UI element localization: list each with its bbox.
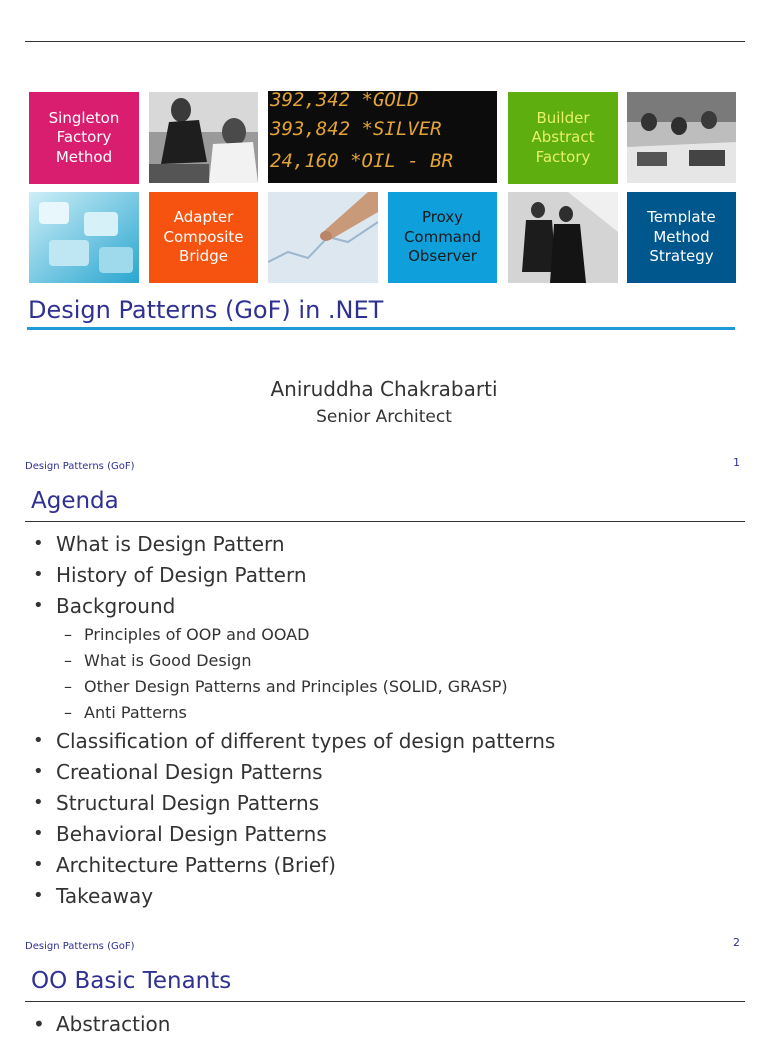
tile-line: Proxy	[421, 208, 464, 227]
agenda-item	[0, 592, 760, 623]
title-underline	[27, 327, 735, 330]
tile-line: Observer	[408, 247, 477, 266]
tile-line: Method	[653, 227, 710, 246]
slide3-first-item	[33, 1010, 170, 1038]
slide-footer-label-1: Design Patterns (GoF)	[25, 461, 135, 472]
ticker-line-3: 24,160 *OIL - BR	[270, 150, 454, 172]
agenda-item-text: Principles of OOP and OOAD	[84, 625, 310, 644]
ticker-line-2: 393,842 *SILVER	[270, 118, 442, 140]
agenda-item	[0, 820, 760, 851]
bullet: •	[33, 761, 44, 782]
agenda-title: Agenda	[31, 488, 119, 514]
agenda-item-text: Structural Design Patterns	[56, 791, 320, 815]
agenda-list	[0, 530, 760, 913]
tile-line: Adapter	[173, 208, 234, 227]
ticker-line-1: 392,342 *GOLD	[270, 91, 419, 111]
tile-line: Builder	[536, 108, 590, 127]
tile-adapter	[149, 192, 258, 283]
tile-line: Singleton	[48, 108, 120, 127]
tile-line: Bridge	[179, 247, 228, 266]
slide3-rule	[25, 1001, 745, 1002]
bullet: •	[33, 854, 44, 875]
tile-line: Command	[403, 227, 482, 246]
tile-line: Strategy	[649, 247, 714, 266]
agenda-item-text: Background	[56, 594, 176, 618]
bullet: •	[33, 823, 44, 844]
agenda-item	[0, 561, 760, 592]
agenda-item-text: What is Good Design	[84, 651, 252, 670]
agenda-item-text: What is Design Pattern	[56, 532, 285, 556]
dash-bullet: –	[64, 703, 72, 722]
agenda-item-text: Other Design Patterns and Principles (SOLID, GRASP)	[84, 677, 508, 696]
slide3-item-text: Abstraction	[56, 1012, 171, 1036]
presentation-title: Design Patterns (GoF) in .NET	[28, 296, 384, 324]
bullet: •	[33, 1012, 45, 1036]
agenda-item	[0, 789, 760, 820]
bullet: •	[33, 564, 44, 585]
agenda-item	[0, 727, 760, 758]
tile-line: Template	[647, 208, 716, 227]
bullet: •	[33, 792, 44, 813]
bullet: •	[33, 885, 44, 906]
photo-office-team	[627, 92, 736, 183]
agenda-item-text: History of Design Pattern	[56, 563, 307, 587]
photo-finger-chart	[268, 192, 378, 283]
agenda-rule	[25, 521, 745, 522]
tile-line: Factory	[56, 128, 112, 147]
photo-stock-ticker	[268, 91, 497, 183]
agenda-item	[0, 882, 760, 913]
slide3-title: OO Basic Tenants	[31, 968, 232, 994]
tile-line: Abstract	[531, 128, 595, 147]
agenda-item-text: Architecture Patterns (Brief)	[56, 853, 336, 877]
tile-singleton	[29, 92, 139, 184]
slide-footer-label-2: Design Patterns (GoF)	[25, 941, 135, 952]
tile-line: Factory	[535, 147, 591, 166]
dash-bullet: –	[64, 677, 72, 696]
agenda-item	[0, 851, 760, 882]
agenda-item	[0, 675, 760, 701]
agenda-item-text: Anti Patterns	[84, 703, 187, 722]
tile-line: Method	[55, 147, 113, 166]
photo-businessmen	[508, 192, 618, 283]
agenda-item	[0, 701, 760, 727]
top-rule	[25, 41, 745, 42]
bullet: •	[33, 595, 44, 616]
bullet: •	[33, 730, 44, 751]
photo-trader-phone	[149, 92, 258, 183]
tile-builder	[508, 92, 618, 184]
agenda-item	[0, 758, 760, 789]
tile-proxy	[388, 192, 497, 283]
agenda-item-text: Classification of different types of design patterns	[56, 729, 556, 753]
agenda-item-text: Behavioral Design Patterns	[56, 822, 327, 846]
tile-template	[627, 192, 736, 283]
agenda-item	[0, 530, 760, 561]
author-role: Senior Architect	[316, 407, 452, 427]
slide-page-number-2: 2	[733, 936, 740, 949]
photo-keyboard	[29, 192, 139, 283]
dash-bullet: –	[64, 625, 72, 644]
tile-line: Composite	[163, 227, 244, 246]
bullet: •	[33, 533, 44, 554]
agenda-item	[0, 649, 760, 675]
agenda-item	[0, 623, 760, 649]
slide-page-number-1: 1	[733, 456, 740, 469]
agenda-item-text: Takeaway	[56, 884, 154, 908]
agenda-item-text: Creational Design Patterns	[56, 760, 323, 784]
author-name: Aniruddha Chakrabarti	[270, 377, 498, 401]
dash-bullet: –	[64, 651, 72, 670]
